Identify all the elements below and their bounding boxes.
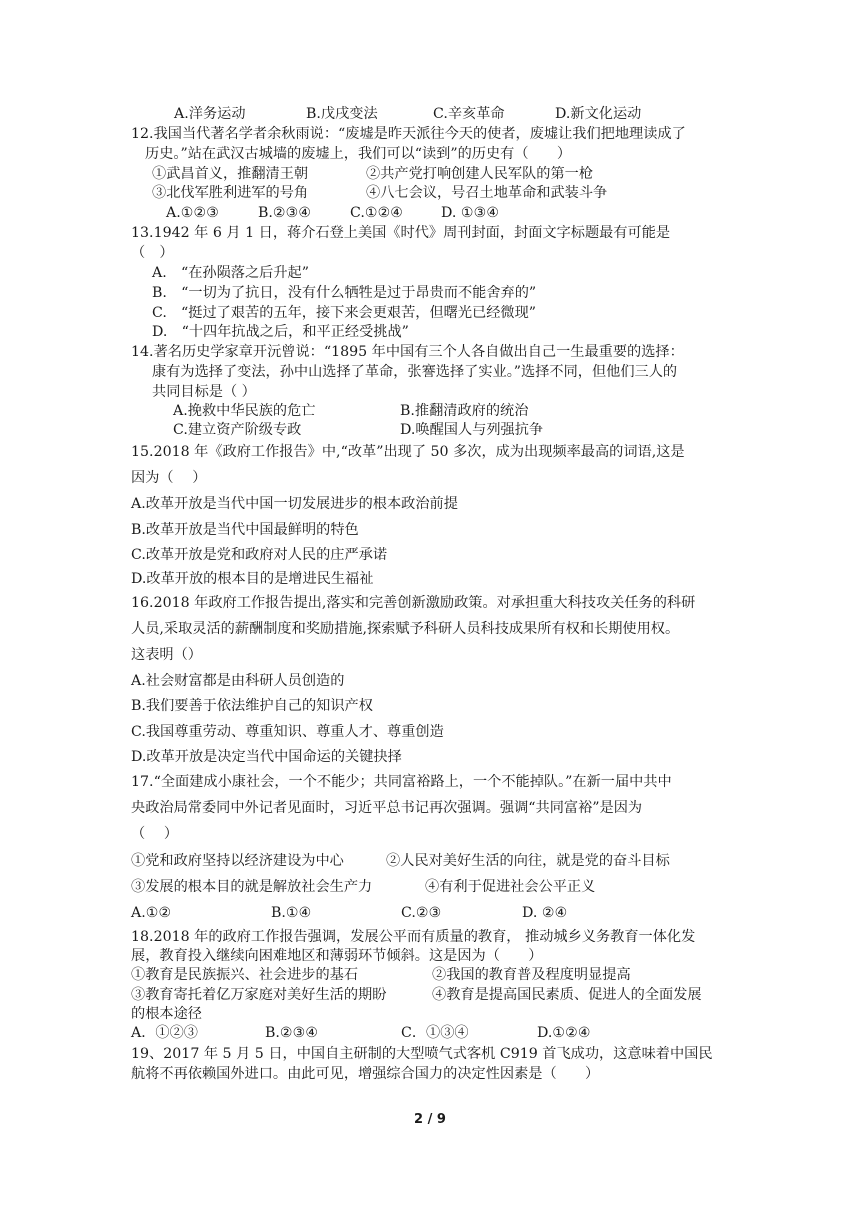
q18-item-4-cont: 的根本途径 [131,1006,202,1022]
q18-item-3: ③教育寄托着亿万家庭对美好生活的期盼 [131,987,387,1003]
q14-stem-line-3: 共同目标是（ ） [152,384,256,400]
q11-option-d: D.新文化运动 [555,106,642,122]
q12-item-3: ③北伐军胜利进军的号角 [152,185,309,201]
q15-stem-line-1: 15.2018 年《政府工作报告》中,“改革”出现了 50 多次，成为出现频率最高的词语,这是 [131,444,685,460]
q17-stem-line-1: 17.“全面建成小康社会，一个不能少；共同富裕路上，一个不能掉队。”在新一届中共中 [131,774,672,790]
q19-stem-line-1: 19、2017 年 5 月 5 日，中国自主研制的大型喷气式客机 C919 首飞成功，这意味着中国民 [131,1046,713,1062]
q14-stem-line-2: 康有为选择了变法，孙中山选择了革命，张謇选择了实业。”选择不同，但他们三人的 [152,364,678,380]
q13-stem-line-2: （ ） [131,245,174,261]
q19-stem-line-2: 航将不再依赖国外进口。由此可见，增强综合国力的决定性因素是（ ） [131,1066,600,1082]
q11-option-c: C.辛亥革命 [433,106,505,122]
q14-option-b: B.推翻清政府的统治 [400,403,529,419]
q14-option-a: A.挽救中华民族的危亡 [173,403,316,419]
q15-option-a: A.改革开放是当代中国一切发展进步的根本政治前提 [131,496,458,512]
q15-option-b: B.改革开放是当代中国最鲜明的特色 [131,522,359,538]
q18-option-d: D.①②④ [537,1025,591,1041]
q18-option-a: A．①②③ [131,1025,198,1041]
q18-item-1: ①教育是民族振兴、社会进步的基石 [131,967,359,983]
q17-item-1: ①党和政府坚持以经济建设为中心 [131,853,344,869]
q15-stem-line-2: 因为（ ） [131,470,207,486]
q12-option-c: C.①②④ [350,205,404,221]
q16-stem-line-3: 这表明（） [131,647,202,663]
q12-item-2: ②共产党打响创建人民军队的第一枪 [366,166,594,182]
q13-option-c: C. “挺过了艰苦的五年，接下来会更艰苦，但曙光已经微现” [152,305,537,321]
q12-option-b: B.②③④ [258,205,312,221]
q17-item-2: ②人民对美好生活的向往，就是党的奋斗目标 [386,853,670,869]
q18-stem-line-1: 18.2018 年的政府工作报告强调，发展公平而有质量的教育， 推动城乡义务教育一体化发 [131,929,696,945]
q18-option-b: B.②③④ [265,1025,319,1041]
q16-option-d: D.改革开放是决定当代中国命运的关键抉择 [131,749,402,765]
q17-option-c: C.②③ [401,905,442,921]
q17-stem-line-2: 央政治局常委同中外记者见面时，习近平总书记再次强调。强调“共同富裕”是因为 [131,800,643,816]
q18-stem-line-2: 展，教育投入继续向困难地区和薄弱环节倾斜。这是因为（ ） [131,948,543,964]
q18-item-2: ②我国的教育普及程度明显提高 [432,967,631,983]
q16-stem-line-1: 16.2018 年政府工作报告提出,落实和完善创新激励政策。对承担重大科技攻关任务的科研 [131,595,696,611]
q18-item-4: ④教育是提高国民素质、促进人的全面发展 [432,987,702,1003]
q11-option-a: A.洋务运动 [174,106,246,122]
q14-option-c: C.建立资产阶级专政 [173,422,302,438]
page-number: 2 / 9 [414,1112,446,1127]
q17-option-b: B.①④ [271,905,312,921]
q14-stem-line-1: 14.著名历史学家章开沅曾说：“1895 年中国有三个人各自做出自己一生最重要的选择： [131,344,684,360]
q16-option-c: C.我国尊重劳动、尊重知识、尊重人才、尊重创造 [131,724,444,740]
q12-item-1: ①武昌首义，推翻清王朝 [152,166,309,182]
q16-option-a: A.社会财富都是由科研人员创造的 [131,673,345,689]
q17-item-4: ④有利于促进社会公平正义 [425,879,596,895]
q17-item-3: ③发展的根本目的就是解放社会生产力 [131,879,373,895]
q13-stem-line-1: 13.1942 年 6 月 1 日，蒋介石登上美国《时代》周刊封面，封面文字标题最有可能是 [131,225,671,241]
q12-item-4: ④八七会议，号召土地革命和武装斗争 [366,185,608,201]
q16-stem-line-2: 人员,采取灵活的薪酬制度和奖励措施,探索赋予科研人员科技成果所有权和长期使用权。 [131,621,680,637]
q12-option-d: D. ①③④ [441,205,500,221]
q17-option-a: A.①② [131,905,172,921]
q13-option-a: A. “在孙陨落之后升起” [152,265,309,281]
q14-option-d: D.唤醒国人与列强抗争 [400,422,544,438]
q16-option-b: B.我们要善于依法维护自己的知识产权 [131,698,373,714]
q12-stem-line-2: 历史。”站在武汉古城墙的废墟上，我们可以“读到”的历史有（ ） [145,146,572,162]
q17-option-d: D. ②④ [522,905,568,921]
q12-option-a: A.①②③ [166,205,219,221]
q17-stem-line-3: （ ） [131,826,179,842]
q13-option-b: B. “一切为了抗日，没有什么牺牲是过于昂贵而不能舍弃的” [152,285,537,301]
q15-option-d: D.改革开放的根本目的是增进民生福祉 [131,571,374,587]
q12-stem-line-1: 12.我国当代著名学者余秋雨说：“废墟是昨天派往今天的使者，废墟让我们把地理读成了 [131,126,686,142]
q15-option-c: C.改革开放是党和政府对人民的庄严承诺 [131,547,388,563]
q11-option-b: B.戊戌变法 [306,106,378,122]
q18-option-c: C．①③④ [401,1025,469,1041]
q13-option-d: D. “十四年抗战之后，和平正经受挑战” [152,324,409,340]
